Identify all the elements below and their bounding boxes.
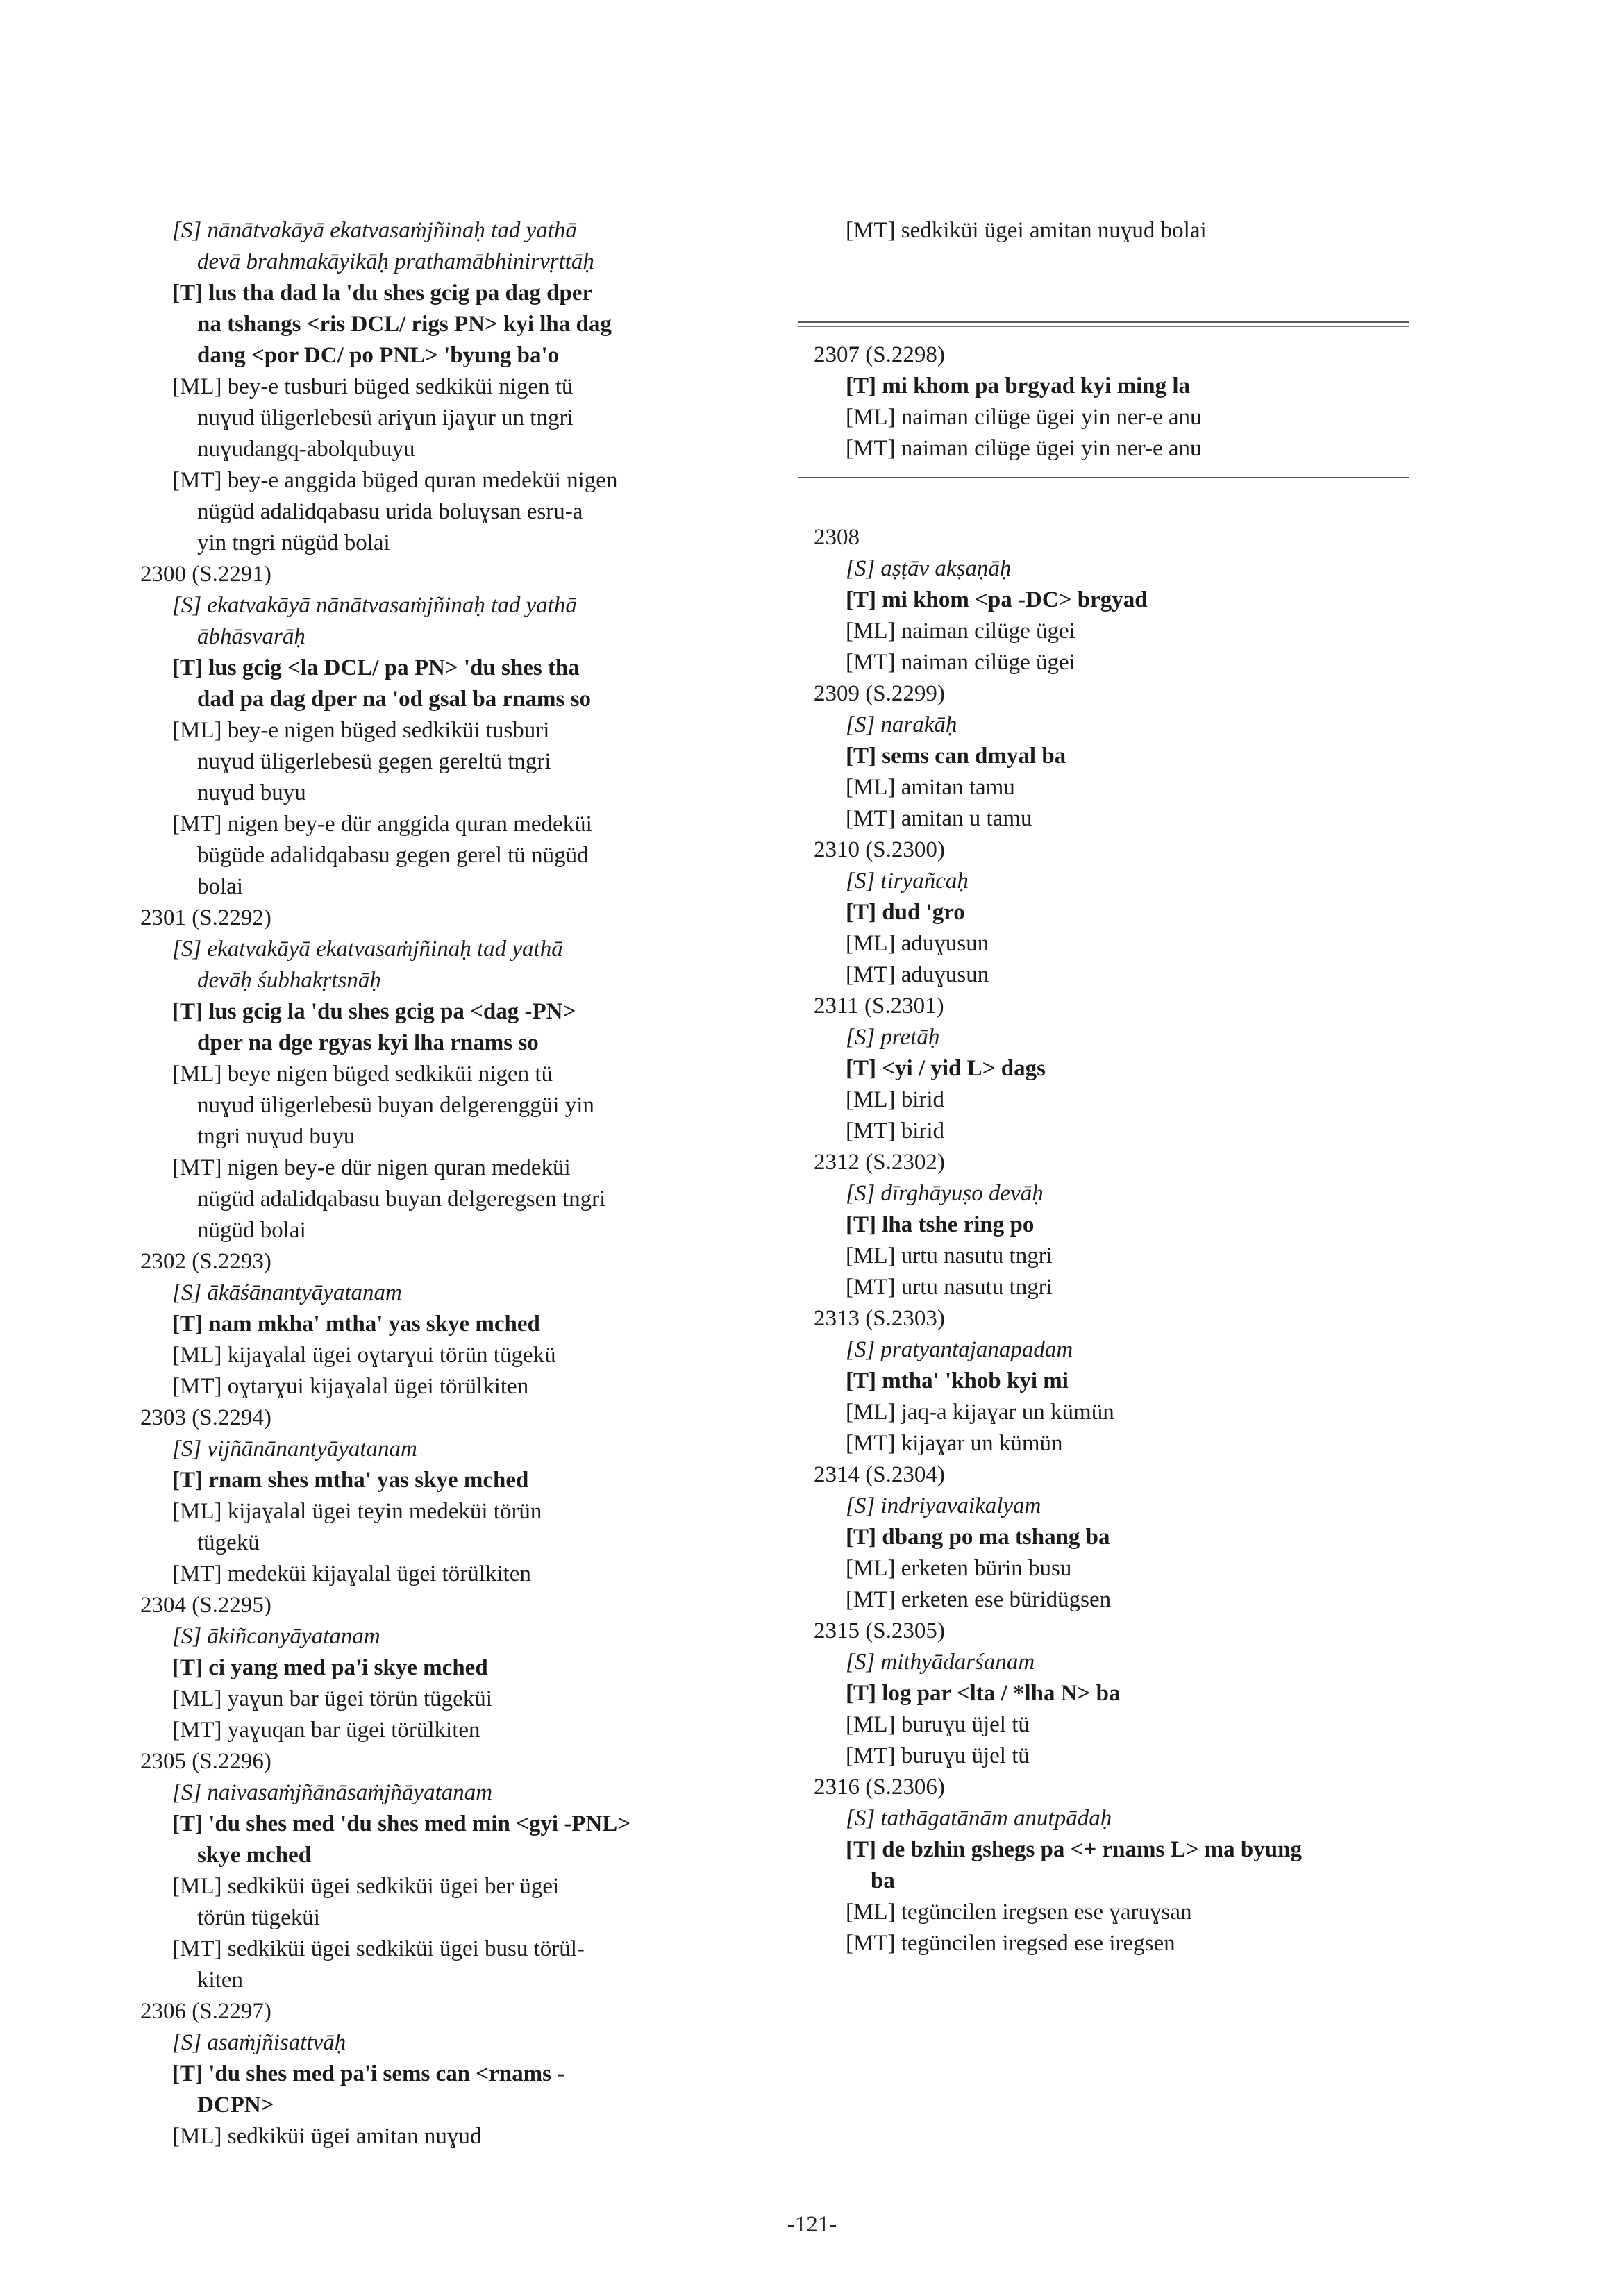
- entry-line: skye mched: [197, 1843, 312, 1868]
- entry-line: [T] lus tha dad la 'du shes gcig pa dag dper: [172, 280, 593, 305]
- page-number: -121-: [787, 2212, 837, 2237]
- entry-number: 2309 (S.2299): [814, 681, 945, 706]
- section-divider: [798, 321, 1409, 327]
- entry-line: [S] narakāḥ: [846, 712, 957, 737]
- entry-line: nuɣud üligerlebesü buyan delgerenggüi yin: [197, 1093, 594, 1118]
- entry-line: [MT] aduɣusun: [846, 962, 989, 987]
- entry-line: [MT] medeküi kijaɣalal ügei törülkiten: [172, 1561, 531, 1586]
- entry-number: 2311 (S.2301): [814, 994, 944, 1019]
- entry-line: [S] pratyantajanapadam: [846, 1337, 1073, 1362]
- entry-line: DCPN>: [197, 2093, 274, 2118]
- section-divider: [798, 477, 1409, 478]
- entry-line: [ML] jaq-a kijaɣar un kümün: [846, 1400, 1114, 1425]
- entry-number: 2302 (S.2293): [140, 1249, 271, 1274]
- entry-line: [MT] nigen bey-e dür nigen quran medeküi: [172, 1155, 571, 1180]
- entry-line: nügüd bolai: [197, 1218, 306, 1243]
- entry-line: devā brahmakāyikāḥ prathamābhinirvṛttāḥ: [197, 249, 594, 274]
- entry-line: [S] indriyavaikalyam: [846, 1493, 1041, 1518]
- entry-line: [MT] buruɣu üjel tü: [846, 1743, 1030, 1768]
- entry-line: [S] mithyādarśanam: [846, 1650, 1035, 1675]
- right-column: [785, 215, 1430, 1959]
- entry-line: [T] sems can dmyal ba: [846, 744, 1066, 769]
- entry-line: nuɣud üligerlebesü ariɣun ijaɣur un tngri: [197, 405, 574, 430]
- entry-line: [ML] bey-e tusburi büged sedkiküi nigen tü: [172, 374, 574, 399]
- entry-number: 2314 (S.2304): [814, 1462, 945, 1487]
- entry-line: [ML] buruɣu üjel tü: [846, 1712, 1030, 1737]
- entry-line: tügekü: [197, 1530, 260, 1555]
- entry-line: [MT] bey-e anggida büged quran medeküi nigen: [172, 468, 618, 493]
- entry-line: [S] naivasaṁjñānāsaṁjñāyatanam: [172, 1780, 493, 1805]
- entry-line: [T] mi khom pa brgyad kyi ming la: [846, 374, 1190, 399]
- entry-line: [T] <yi / yid L> dags: [846, 1056, 1046, 1081]
- entry-line: [S] aṣṭāv akṣaṇāḥ: [846, 556, 1012, 581]
- entry-number: 2304 (S.2295): [140, 1593, 271, 1618]
- entry-line: [ML] amitan tamu: [846, 775, 1015, 800]
- entry-line: [T] dbang po ma tshang ba: [846, 1525, 1110, 1550]
- entry-line: [T] lus gcig la 'du shes gcig pa <dag -PN>: [172, 999, 576, 1024]
- left-column: [111, 215, 778, 2152]
- entry-line: dper na dge rgyas kyi lha rnams so: [197, 1030, 539, 1055]
- entry-line: [MT] sedkiküi ügei amitan nuɣud bolai: [846, 218, 1207, 243]
- entry-line: [ML] yaɣun bar ügei törün tügeküi: [172, 1686, 492, 1711]
- entry-line: [ML] aduɣusun: [846, 931, 989, 956]
- entry-line: [ML] naiman cilüge ügei yin ner-e anu: [846, 405, 1202, 430]
- entry-line: [MT] nigen bey-e dür anggida quran medeküi: [172, 812, 592, 837]
- entry-line: [MT] kijaɣar un kümün: [846, 1431, 1063, 1456]
- entry-line: ba: [871, 1868, 895, 1893]
- entry-number: 2306 (S.2297): [140, 1999, 271, 2024]
- entry-line: [S] asaṁjñisattvāḥ: [172, 2030, 346, 2055]
- entry-line: [S] tiryañcaḥ: [846, 869, 969, 894]
- entry-line: [MT] naiman cilüge ügei yin ner-e anu: [846, 436, 1202, 461]
- entry-line: nuɣudangq-abolqubuyu: [197, 437, 415, 462]
- entry-line: [S] tathāgatānām anutpādaḥ: [846, 1806, 1112, 1831]
- entry-number: 2300 (S.2291): [140, 562, 271, 587]
- blank-line: [785, 246, 1430, 278]
- entry-line: [ML] beye nigen büged sedkiküi nigen tü: [172, 1062, 553, 1087]
- entry-line: dang <por DC/ po PNL> 'byung ba'o: [197, 343, 560, 368]
- entry-number: 2301 (S.2292): [140, 905, 271, 930]
- entry-line: [S] nānātvakāyā ekatvasaṁjñinaḥ tad yathā: [172, 218, 577, 243]
- entry-number: 2303 (S.2294): [140, 1405, 271, 1430]
- entry-line: [ML] sedkiküi ügei sedkiküi ügei ber ügei: [172, 1874, 560, 1899]
- entry-line: [T] rnam shes mtha' yas skye mched: [172, 1468, 529, 1493]
- entry-line: törün tügeküi: [197, 1905, 320, 1930]
- entry-line: [ML] urtu nasutu tngri: [846, 1243, 1053, 1268]
- entry-line: bolai: [197, 874, 243, 899]
- entry-line: [ML] kijaɣalal ügei teyin medeküi törün: [172, 1499, 542, 1524]
- entry-number: 2308: [814, 525, 860, 550]
- entry-line: [ML] kijaɣalal ügei oɣtarɣui törün tügekü: [172, 1343, 556, 1368]
- entry-line: tngri nuɣud buyu: [197, 1124, 355, 1149]
- entry-line: [T] 'du shes med 'du shes med min <gyi -PNL>: [172, 1811, 631, 1836]
- entry-line: [T] ci yang med pa'i skye mched: [172, 1655, 488, 1680]
- entry-line: [T] mtha' 'khob kyi mi: [846, 1368, 1069, 1393]
- entry-line: [ML] naiman cilüge ügei: [846, 619, 1075, 644]
- entry-line: [MT] oɣtarɣui kijaɣalal ügei törülkiten: [172, 1374, 529, 1399]
- entry-line: [T] lha tshe ring po: [846, 1212, 1035, 1237]
- entry-line: [S] ākāśānantyāyatanam: [172, 1280, 402, 1305]
- entry-line: ābhāsvarāḥ: [197, 624, 305, 649]
- entry-line: [S] ākiñcanyāyatanam: [172, 1624, 380, 1649]
- entry-line: [T] lus gcig <la DCL/ pa PN> 'du shes tha: [172, 655, 580, 680]
- entry-line: [ML] birid: [846, 1087, 945, 1112]
- blank-line: [785, 278, 1430, 309]
- entry-line: [MT] naiman cilüge ügei: [846, 650, 1075, 675]
- entry-number: 2312 (S.2302): [814, 1150, 945, 1175]
- entry-number: 2305 (S.2296): [140, 1749, 271, 1774]
- entry-number: 2313 (S.2303): [814, 1306, 945, 1331]
- entry-number: 2307 (S.2298): [814, 342, 945, 367]
- entry-line: [MT] amitan u tamu: [846, 806, 1032, 831]
- entry-line: [MT] urtu nasutu tngri: [846, 1275, 1053, 1300]
- entry-line: nügüd adalidqabasu urida boluɣsan esru-a: [197, 499, 583, 524]
- blank-line: [785, 491, 1430, 522]
- entry-line: nügüd adalidqabasu buyan delgeregsen tngri: [197, 1187, 606, 1212]
- entry-line: nuɣud üligerlebesü gegen gereltü tngri: [197, 749, 551, 774]
- entry-line: [S] vijñānānantyāyatanam: [172, 1436, 417, 1461]
- entry-line: kiten: [197, 1968, 243, 1993]
- entry-line: na tshangs <ris DCL/ rigs PN> kyi lha dag: [197, 312, 612, 337]
- entry-line: [T] log par <lta / *lha N> ba: [846, 1681, 1121, 1706]
- entry-line: [MT] birid: [846, 1118, 945, 1143]
- entry-line: [T] mi khom <pa -DC> brgyad: [846, 587, 1148, 612]
- entry-line: [MT] erketen ese büridügsen: [846, 1587, 1112, 1612]
- entry-line: [S] dīrghāyuṣo devāḥ: [846, 1181, 1044, 1206]
- entry-line: [S] ekatvakāyā ekatvasaṁjñinaḥ tad yathā: [172, 937, 563, 962]
- entry-number: 2316 (S.2306): [814, 1775, 945, 1800]
- entry-line: [MT] tegüncilen iregsed ese iregsen: [846, 1931, 1175, 1956]
- entry-line: [ML] tegüncilen iregsen ese ɣaruɣsan: [846, 1900, 1192, 1925]
- entry-line: [ML] sedkiküi ügei amitan nuɣud: [172, 2124, 482, 2149]
- entry-line: [T] dud 'gro: [846, 900, 965, 925]
- entry-line: nuɣud buyu: [197, 780, 306, 805]
- entry-line: devāḥ śubhakṛtsnāḥ: [197, 968, 381, 993]
- entry-line: [T] 'du shes med pa'i sems can <rnams -: [172, 2061, 565, 2086]
- entry-line: [T] de bzhin gshegs pa <+ rnams L> ma byung: [846, 1837, 1302, 1862]
- entry-line: [S] pretāḥ: [846, 1025, 940, 1050]
- entry-line: [MT] yaɣuqan bar ügei törülkiten: [172, 1718, 480, 1743]
- entry-line: yin tngri nügüd bolai: [197, 530, 390, 555]
- entry-line: [ML] bey-e nigen büged sedkiküi tusburi: [172, 718, 550, 743]
- entry-line: [S] ekatvakāyā nānātvasaṁjñinaḥ tad yathā: [172, 593, 577, 618]
- entry-line: bügüde adalidqabasu gegen gerel tü nügüd: [197, 843, 589, 868]
- entry-number: 2315 (S.2305): [814, 1618, 945, 1643]
- entry-line: [MT] sedkiküi ügei sedkiküi ügei busu törül-: [172, 1936, 585, 1961]
- entry-line: [ML] erketen bürin busu: [846, 1556, 1072, 1581]
- entry-line: dad pa dag dper na 'od gsal ba rnams so: [197, 687, 591, 712]
- entry-number: 2310 (S.2300): [814, 837, 945, 862]
- entry-line: [T] nam mkha' mtha' yas skye mched: [172, 1312, 540, 1336]
